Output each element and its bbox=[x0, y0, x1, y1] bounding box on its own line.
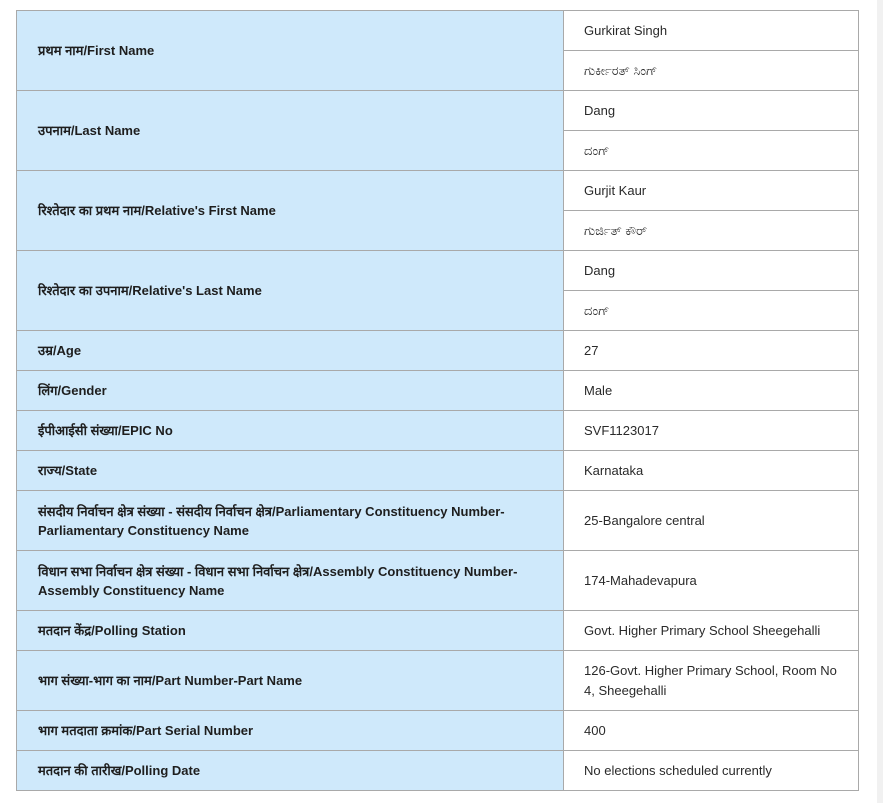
table-row-epic-no bbox=[17, 411, 859, 451]
scrollbar-track[interactable] bbox=[877, 0, 883, 803]
value-relative-last-name-english: Dang bbox=[564, 251, 859, 291]
value-part-name: 126-Govt. Higher Primary School, Room No 4, Sheegehalli bbox=[564, 651, 859, 711]
table-row-first-name bbox=[17, 11, 859, 51]
label-part-serial-number: भाग मतदाता क्रमांक/Part Serial Number bbox=[17, 711, 564, 751]
label-relative-first-name: रिश्तेदार का प्रथम नाम/Relative's First Name bbox=[17, 171, 564, 251]
value-gender: Male bbox=[564, 371, 859, 411]
table-row-polling-station bbox=[17, 611, 859, 651]
value-assembly-constituency: 174-Mahadevapura bbox=[564, 551, 859, 611]
label-part-name: भाग संख्या-भाग का नाम/Part Number-Part Name bbox=[17, 651, 564, 711]
label-first-name: प्रथम नाम/First Name bbox=[17, 11, 564, 91]
value-age: 27 bbox=[564, 331, 859, 371]
value-polling-station: Govt. Higher Primary School Sheegehalli bbox=[564, 611, 859, 651]
table-row-age bbox=[17, 331, 859, 371]
table-row-polling-date bbox=[17, 751, 859, 791]
value-last-name-english: Dang bbox=[564, 91, 859, 131]
label-relative-last-name: रिश्तेदार का उपनाम/Relative's Last Name bbox=[17, 251, 564, 331]
label-last-name: उपनाम/Last Name bbox=[17, 91, 564, 171]
table-row-gender bbox=[17, 371, 859, 411]
value-relative-first-name-english: Gurjit Kaur bbox=[564, 171, 859, 211]
label-age: उम्र/Age bbox=[17, 331, 564, 371]
table-row-state bbox=[17, 451, 859, 491]
value-relative-last-name-kannada: ದಂಗ್ bbox=[564, 291, 859, 331]
label-assembly-constituency: विधान सभा निर्वाचन क्षेत्र संख्या - विधान सभा निर्वाचन क्षेत्र/Assembly Constituency Number-Assembly Constituency Name bbox=[17, 551, 564, 611]
label-gender: लिंग/Gender bbox=[17, 371, 564, 411]
table-row-part-serial-number bbox=[17, 711, 859, 751]
label-parliamentary-constituency: संसदीय निर्वाचन क्षेत्र संख्या - संसदीय निर्वाचन क्षेत्र/Parliamentary Constituency Number-Parliamentary Constituency Name bbox=[17, 491, 564, 551]
value-last-name-kannada: ದಂಗ್ bbox=[564, 131, 859, 171]
elector-details-table bbox=[16, 10, 859, 791]
table-row-relative-first-name bbox=[17, 171, 859, 211]
table-row-part-name bbox=[17, 651, 859, 711]
table-row-assembly-constituency bbox=[17, 551, 859, 611]
label-epic-no: ईपीआईसी संख्या/EPIC No bbox=[17, 411, 564, 451]
value-relative-first-name-kannada: ಗುರ್ಜಿತ್ ಕೌರ್ bbox=[564, 211, 859, 251]
value-part-serial-number: 400 bbox=[564, 711, 859, 751]
value-first-name-english: Gurkirat Singh bbox=[564, 11, 859, 51]
table-row-parliamentary-constituency bbox=[17, 491, 859, 551]
table-row-relative-last-name bbox=[17, 251, 859, 291]
value-epic-no: SVF1123017 bbox=[564, 411, 859, 451]
value-first-name-kannada: ಗುರ್ಕೀರತ್ ಸಿಂಗ್ bbox=[564, 51, 859, 91]
label-polling-date: मतदान की तारीख/Polling Date bbox=[17, 751, 564, 791]
label-polling-station: मतदान केंद्र/Polling Station bbox=[17, 611, 564, 651]
value-parliamentary-constituency: 25-Bangalore central bbox=[564, 491, 859, 551]
table-row-last-name bbox=[17, 91, 859, 131]
label-state: राज्य/State bbox=[17, 451, 564, 491]
value-polling-date: No elections scheduled currently bbox=[564, 751, 859, 791]
value-state: Karnataka bbox=[564, 451, 859, 491]
